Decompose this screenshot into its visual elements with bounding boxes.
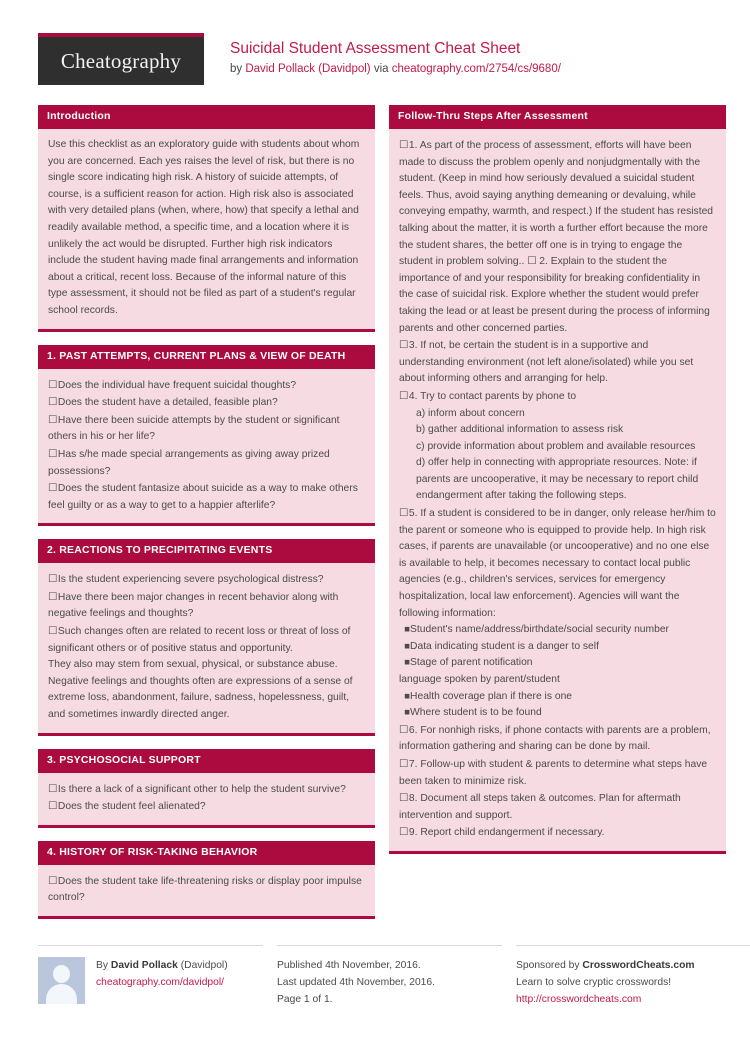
item-text: a) inform about concern (416, 407, 525, 419)
item-text: Does the student feel alienated? (57, 801, 206, 813)
item-text: Such changes often are related to recent loss or threat of loss of significant others or of positive status and opportunity. (48, 626, 351, 654)
checkbox-icon[interactable]: ☐ (48, 482, 58, 495)
item-text: d) offer help in connecting with appropriate resources. Note: if parents are uncooperative, it may be necessary to report child endangerment after taking the following steps. (416, 457, 699, 502)
paragraph (48, 657, 365, 723)
card-title-follow-thru: Follow-Thru Steps After Assessment (389, 105, 726, 129)
checklist-item[interactable] (48, 571, 365, 589)
item-text: 7. Follow-up with student & parents to determine what steps have been taken to minimize risk. (399, 758, 708, 787)
footer-sponsor-tagline: Learn to solve cryptic crosswords! (516, 977, 672, 988)
footer-page-number: Page 1 of 1. (277, 994, 333, 1005)
card-past-attempts (38, 345, 375, 527)
footer-sponsor-prefix: Sponsored by (516, 960, 583, 971)
bullet-item[interactable] (399, 689, 716, 706)
sub-item (399, 455, 716, 505)
byline-prefix: by (230, 63, 246, 75)
card-introduction (38, 105, 375, 332)
checkbox-icon[interactable]: ☐ (48, 573, 58, 586)
footer-author-text (96, 957, 228, 1004)
avatar-body-shape (46, 984, 77, 1004)
byline-via: via (370, 63, 392, 75)
bullet-item[interactable] (399, 639, 716, 656)
card-body-follow-thru (389, 129, 726, 851)
checkbox-icon[interactable]: ☐ (399, 826, 409, 839)
card-body-risk-taking (38, 865, 375, 916)
checklist-item[interactable] (399, 790, 716, 824)
avatar-head-shape (53, 965, 70, 983)
author-link[interactable]: David Pollack (Davidpol) (245, 63, 371, 75)
checkbox-icon[interactable]: ☐ (399, 507, 409, 520)
filled-square-icon: ■ (399, 624, 411, 636)
item-text: 4. Try to contact parents by phone to (408, 390, 577, 402)
checkbox-icon[interactable]: ☐ (48, 590, 58, 603)
bullet-item[interactable] (399, 655, 716, 672)
paragraph (48, 137, 365, 320)
checkbox-icon[interactable]: ☐ (48, 396, 58, 409)
item-text: They also may stem from sexual, physical, or substance abuse. Negative feelings and thoughts often are expressions of a sense of extreme loss, abandonment, failure, sadness, hopelessness, guilt, and sometimes inwardly directed anger. (48, 659, 353, 721)
checklist-item[interactable] (399, 824, 716, 842)
item-text: 9. Report child endangerment if necessary. (408, 827, 605, 839)
content-columns (0, 85, 750, 932)
item-text: Does the student take life-threatening risks or display poor impulse control? (48, 875, 362, 904)
bullet-item[interactable] (399, 705, 716, 722)
footer-author-block (38, 945, 263, 1008)
sheet-url-link[interactable]: cheatography.com/2754/cs/9680/ (391, 63, 561, 75)
card-body-reactions (38, 563, 375, 732)
card-body-psychosocial (38, 773, 375, 825)
bullet-item[interactable] (399, 622, 716, 639)
checklist-item[interactable] (48, 412, 365, 446)
checkbox-icon[interactable]: ☐ (399, 139, 409, 151)
card-title-risk-taking: 4. HISTORY OF RISK-TAKING BEHAVIOR (38, 841, 375, 865)
checkbox-icon[interactable]: ☐ (399, 792, 409, 805)
footer-published: Published 4th November, 2016. (277, 960, 421, 971)
checkbox-icon[interactable]: ☐ (48, 447, 58, 460)
paragraph (399, 672, 716, 689)
checklist-item[interactable] (399, 388, 716, 406)
item-text: c) provide information about problem and available resources (416, 440, 696, 452)
checkbox-icon[interactable]: ☐ (399, 389, 409, 402)
page-header (0, 0, 750, 85)
item-text: Stage of parent notification (410, 657, 533, 669)
item-text: Have there been suicide attempts by the student or significant others in his or her life? (48, 414, 340, 443)
item-text: Does the individual have frequent suicidal thoughts? (57, 379, 297, 391)
checklist-item[interactable] (48, 623, 365, 657)
footer-author-name: David Pollack (110, 960, 178, 971)
card-follow-thru (389, 105, 726, 854)
checklist-item[interactable] (399, 722, 716, 756)
checklist-item[interactable] (48, 798, 365, 816)
checklist-item[interactable] (399, 337, 716, 388)
card-reactions (38, 539, 375, 735)
footer-publish-block (277, 945, 502, 1008)
item-text: Student's name/address/birthdate/social security number (410, 624, 669, 636)
checklist-item[interactable] (48, 446, 365, 480)
card-risk-taking (38, 841, 375, 919)
item-text: Has s/he made special arrangements as giving away prized possessions? (48, 448, 330, 477)
card-body-introduction (38, 129, 375, 329)
checkbox-icon[interactable]: ☐ (48, 782, 58, 795)
filled-square-icon: ■ (399, 707, 411, 719)
item-text: 6. For nonhigh risks, if phone contacts with parents are a problem, information gathering and sharing can be done by mail. (399, 724, 711, 753)
card-title-reactions: 2. REACTIONS TO PRECIPITATING EVENTS (38, 539, 375, 563)
checklist-item[interactable] (48, 377, 365, 395)
footer-updated: Last updated 4th November, 2016. (277, 977, 435, 988)
filled-square-icon: ■ (399, 657, 411, 669)
item-text: language spoken by parent/student (399, 674, 560, 685)
checklist-item[interactable] (399, 137, 716, 337)
checkbox-icon[interactable]: ☐ (399, 723, 409, 736)
card-body-past-attempts (38, 369, 375, 524)
checklist-item[interactable] (399, 756, 716, 790)
footer-sponsor-name: CrosswordCheats.com (582, 960, 695, 971)
footer-author-handle: (Davidpol) (177, 960, 228, 971)
item-text: Does the student fantasize about suicide as a way to make others feel guilty or as a way to get to a happier afterlife? (48, 483, 358, 511)
card-psychosocial (38, 749, 375, 828)
card-title-introduction: Introduction (38, 105, 375, 129)
checkbox-icon[interactable]: ☐ (48, 800, 58, 813)
checklist-item[interactable] (48, 394, 365, 412)
item-text: Is there a lack of a significant other to help the student survive? (57, 783, 346, 795)
item-text: Health coverage plan if there is one (410, 690, 573, 702)
sub-item (399, 439, 716, 456)
card-title-psychosocial: 3. PSYCHOSOCIAL SUPPORT (38, 749, 375, 773)
left-column (38, 105, 375, 932)
sub-item (399, 406, 716, 423)
checklist-item[interactable] (48, 589, 365, 623)
avatar (38, 957, 85, 1004)
logo-text: Cheatography (60, 48, 182, 73)
checkbox-icon[interactable]: ☐ (399, 757, 409, 770)
byline (230, 61, 561, 77)
item-text: Is the student experiencing severe psychological distress? (57, 574, 324, 586)
item-text: 5. If a student is considered to be in danger, only release her/him to the parent or someone who is equipped to provide help. In high risk cases, if parents are unavailable (or uncooperative) and no one else is available to help, it becomes necessary to contact local public agencies (e.g., children's services, services for emergency hospitalization, local law enforcement). Agencies will want the following information: (399, 508, 716, 619)
checkbox-icon[interactable]: ☐ (48, 378, 58, 391)
sub-item (399, 422, 716, 439)
checkbox-icon[interactable]: ☐ (48, 625, 58, 638)
checkbox-icon[interactable]: ☐ (399, 339, 409, 352)
item-text: Use this checklist as an exploratory guide with students about whom you are concerned. Each yes raises the level of risk, but there is no single score indicating high risk. A history of suicide attempts, of course, is a sufficient reason for action. High risk also is associated with very detailed plans (when, where, how) that specify a lethal and readily available method, a specific time, and a location where it is unlikely the act would be disrupted. Further high risk indicators include the student having made final arrangements and information about a critical, recent loss. Because of the informal nature of this type assessment, it should not be filed as part of a student's regular school records. (48, 139, 360, 316)
right-column (389, 105, 726, 867)
checklist-item[interactable] (399, 505, 716, 622)
footer-sponsor-block (516, 945, 750, 1008)
card-title-past-attempts: 1. PAST ATTEMPTS, CURRENT PLANS & VIEW OF DEATH (38, 345, 375, 369)
footer-by-prefix: By (96, 960, 111, 971)
checkbox-icon[interactable]: ☐ (48, 874, 58, 887)
checklist-item[interactable] (48, 781, 365, 799)
checklist-item[interactable] (48, 873, 365, 907)
item-text: b) gather additional information to assess risk (416, 424, 624, 436)
checkbox-icon[interactable]: ☐ (48, 413, 58, 426)
footer-sponsor-url[interactable]: http://crosswordcheats.com (516, 994, 642, 1005)
item-text: 1. As part of the process of assessment, efforts will have been made to discuss the problem openly and nonjudgmentally with the student. (Keep in mind how seriously devalued a suicidal student feels. Thus, avoid saying anything demeaning or devaluing, while conveying empathy, warmth, and respect.) If the student has resisted talking about the matter, it is worth a further effort because the more the student shares, the better off one is in trying to engage the student in problem solving.. ☐ 2. Explain to the student the importance of and your responsibility for breaking confidentiality in the case of suicidal risk. Explore whether the student would prefer taking the lead or at least be present during the process of informing parents and other concerned parties. (399, 140, 714, 334)
item-text: Have there been major changes in recent behavior along with negative feelings and thoughts? (48, 591, 339, 620)
item-text: 8. Document all steps taken & outcomes. Plan for aftermath intervention and support. (399, 793, 681, 821)
filled-square-icon: ■ (399, 690, 411, 702)
page-footer (0, 932, 750, 1008)
title-block (204, 33, 561, 77)
item-text: 3. If not, be certain the student is in a supportive and understanding environment (not left alone/isolated) while you set about informing others and arranging for help. (399, 340, 694, 385)
footer-author-url[interactable]: cheatography.com/davidpol/ (96, 977, 225, 988)
item-text: Where student is to be found (410, 707, 542, 719)
cheatography-logo[interactable] (38, 33, 204, 85)
item-text: Data indicating student is a danger to self (410, 640, 599, 652)
item-text: Does the student have a detailed, feasible plan? (57, 397, 278, 409)
page-title: Suicidal Student Assessment Cheat Sheet (230, 40, 521, 57)
filled-square-icon: ■ (399, 640, 411, 652)
checklist-item[interactable] (48, 480, 365, 514)
